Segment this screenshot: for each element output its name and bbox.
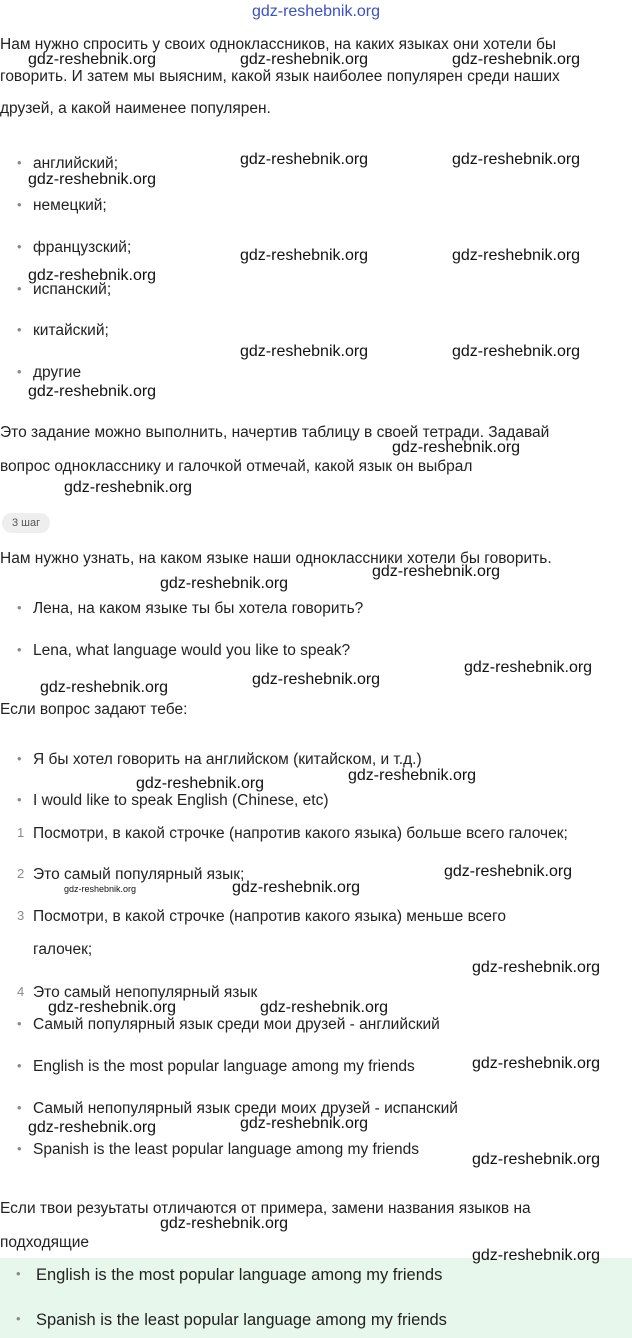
bullet-icon: •	[17, 600, 22, 615]
watermark: gdz-reshebnik.org	[452, 51, 581, 68]
site-header-link[interactable]: gdz-reshebnik.org	[251, 3, 381, 20]
item-number: 2	[17, 866, 25, 881]
list-item-text: испанский;	[33, 281, 112, 298]
watermark: gdz-reshebnik.org	[160, 1215, 289, 1232]
watermark: gdz-reshebnik.org	[240, 151, 369, 168]
bullet-icon: •	[17, 1016, 22, 1031]
watermark: gdz-reshebnik.org	[452, 151, 581, 168]
list-item-text: Лена, на каком языке ты бы хотела говорить?	[33, 600, 364, 617]
list-item-text: французский;	[33, 239, 132, 256]
answer-item	[16, 1311, 447, 1330]
numbered-item-continuation: галочек;	[33, 941, 93, 958]
watermark: gdz-reshebnik.org	[28, 267, 157, 284]
list-item-text: Самый непопулярный язык среди моих друзей - испанский	[33, 1100, 458, 1117]
list-item	[17, 197, 107, 215]
list-item-text: английский;	[33, 155, 119, 172]
list-item-text: I would like to speak English (Chinese, etc)	[33, 792, 329, 809]
watermark: gdz-reshebnik.org	[232, 879, 361, 896]
watermark: gdz-reshebnik.org	[452, 247, 581, 264]
list-item	[17, 239, 132, 257]
if-asked-label: Если вопрос задают тебе:	[0, 701, 188, 718]
watermark: gdz-reshebnik.org	[472, 959, 601, 976]
watermark: gdz-reshebnik.org	[260, 999, 389, 1016]
list-item-text: English is the most popular language among my friends	[33, 1058, 415, 1075]
answer-item-text: English is the most popular language among my friends	[36, 1266, 443, 1284]
watermark: gdz-reshebnik.org	[28, 383, 157, 400]
list-item	[17, 792, 329, 810]
watermark: gdz-reshebnik.org	[240, 1115, 369, 1132]
bullet-icon: •	[17, 1100, 22, 1115]
final-line-2: подходящие	[0, 1234, 90, 1251]
numbered-item-text: Это самый популярный язык;	[33, 866, 245, 883]
bullet-icon: •	[16, 1311, 21, 1326]
bullet-icon: •	[17, 322, 22, 337]
final-line-1: Если твои резуьтаты отличаются от примера, замени названия языков на	[0, 1200, 531, 1217]
watermark: gdz-reshebnik.org	[28, 51, 157, 68]
list-item	[17, 1141, 420, 1159]
numbered-item	[17, 908, 506, 926]
watermark: gdz-reshebnik.org	[452, 343, 581, 360]
watermark: gdz-reshebnik.org	[48, 999, 177, 1016]
watermark: gdz-reshebnik.org	[444, 863, 573, 880]
bullet-icon: •	[17, 364, 22, 379]
watermark: gdz-reshebnik.org	[28, 171, 157, 188]
numbered-item-text: Это самый непопулярный язык	[33, 984, 258, 1001]
bullet-icon: •	[17, 155, 22, 170]
list-item-text: китайский;	[33, 322, 109, 339]
watermark: gdz-reshebnik.org	[464, 659, 593, 676]
watermark: gdz-reshebnik.org	[240, 51, 369, 68]
watermark: gdz-reshebnik.org	[472, 1151, 601, 1168]
list-item	[17, 600, 364, 618]
item-number: 1	[17, 825, 25, 840]
watermark: gdz-reshebnik.org	[136, 775, 265, 792]
list-item-text: Spanish is the least popular language among my friends	[33, 1141, 420, 1158]
watermark: gdz-reshebnik.org	[40, 679, 169, 696]
answer-item	[16, 1266, 443, 1285]
numbered-item	[17, 825, 568, 843]
list-item-text: Lena, what language would you like to speak?	[33, 642, 351, 659]
list-item	[17, 642, 351, 660]
intro-line-1: Нам нужно спросить у своих одноклассников, на каких языках они хотели бы	[0, 36, 557, 53]
numbered-item-text: Посмотри, в какой строчке (напротив какого языка) больше всего галочек;	[33, 825, 568, 842]
numbered-item-text: Посмотри, в какой строчке (напротив какого языка) меньше всего	[33, 908, 506, 925]
list-item	[17, 364, 82, 382]
watermark: gdz-reshebnik.org	[472, 1247, 601, 1264]
watermark: gdz-reshebnik.org	[160, 575, 289, 592]
intro-line-2: говорить. И затем мы выясним, какой язык наиболее популярен среди наших	[0, 68, 560, 85]
step-intro: Нам нужно узнать, на каком языке наши одноклассники хотели бы говорить.	[0, 550, 552, 567]
bullet-icon: •	[17, 1058, 22, 1073]
item-number: 3	[17, 908, 25, 923]
bullet-icon: •	[17, 239, 22, 254]
bullet-icon: •	[17, 1141, 22, 1156]
list-item-text: другие	[33, 364, 82, 381]
bullet-icon: •	[17, 751, 22, 766]
watermark: gdz-reshebnik.org	[240, 343, 369, 360]
watermark: gdz-reshebnik.org	[348, 767, 477, 784]
numbered-item	[17, 866, 245, 884]
bullet-icon: •	[17, 642, 22, 657]
bullet-icon: •	[17, 197, 22, 212]
bullet-icon: •	[17, 281, 22, 296]
list-item	[17, 322, 109, 340]
watermark: gdz-reshebnik.org	[240, 247, 369, 264]
bullet-icon: •	[17, 792, 22, 807]
list-item	[17, 1058, 415, 1076]
answer-item-text: Spanish is the least popular language among my friends	[36, 1311, 447, 1329]
watermark: gdz-reshebnik.org	[252, 671, 381, 688]
item-number: 4	[17, 984, 25, 999]
watermark: gdz-reshebnik.org	[28, 1119, 157, 1136]
task-line-1: Это задание можно выполнить, начертив таблицу в своей тетради. Задавай	[0, 424, 550, 441]
intro-line-3: друзей, а какой наименее популярен.	[0, 100, 271, 117]
list-item-text: Самый популярный язык среди мои друзей - английский	[33, 1016, 440, 1033]
list-item-text: Я бы хотел говорить на английском (китайском, и т.д.)	[33, 751, 422, 768]
step-badge: 3 шаг	[2, 513, 50, 533]
watermark: gdz-reshebnik.org	[372, 563, 501, 580]
list-item	[17, 1016, 440, 1034]
watermark: gdz-reshebnik.org	[472, 1055, 601, 1072]
bullet-icon: •	[16, 1266, 21, 1281]
watermark: gdz-reshebnik.org	[392, 439, 521, 456]
task-line-2: вопрос однокласснику и галочкой отмечай, какой язык он выбрал	[0, 458, 473, 475]
watermark: gdz-reshebnik.org	[64, 479, 193, 496]
list-item-text: немецкий;	[33, 197, 107, 214]
watermark: gdz-reshebnik.org	[64, 884, 137, 894]
